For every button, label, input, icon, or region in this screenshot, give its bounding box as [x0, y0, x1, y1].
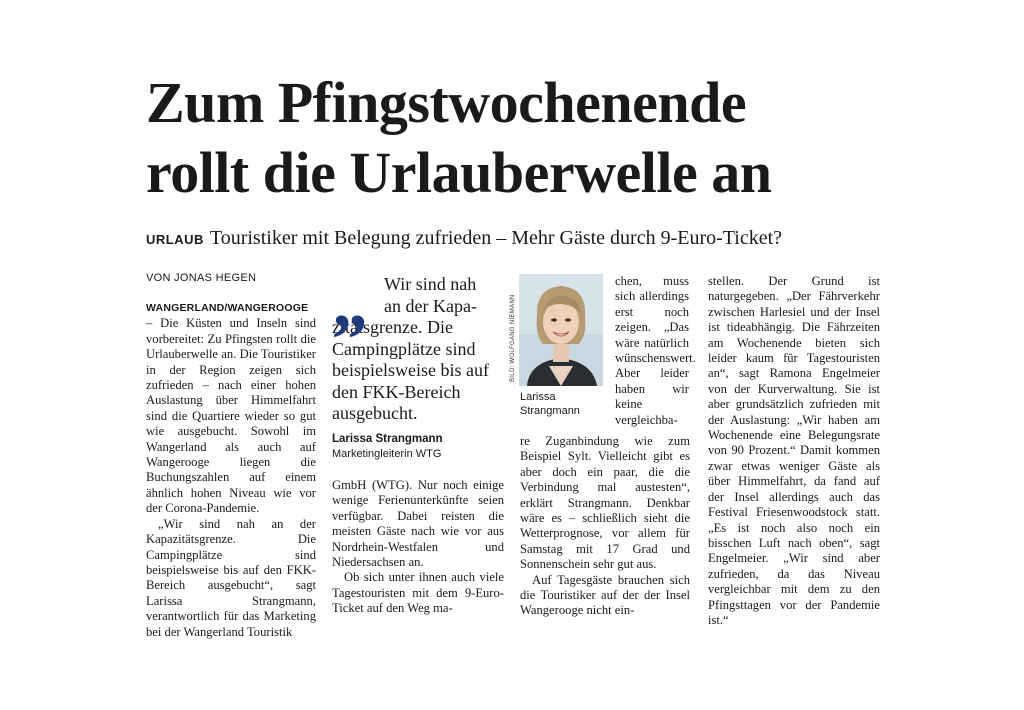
portrait-illustration: [519, 274, 603, 386]
photo-caption: Larissa Strangmann: [520, 391, 580, 417]
quote-mark-icon: „: [332, 262, 368, 342]
dateline: WANGERLAND/WANGEROOGE: [146, 302, 309, 314]
paragraph: chen, muss sich allerdings erst noch zeigen. „Das wäre natürlich wünschenswert. Aber leider haben wir keine vergleichba-: [615, 274, 696, 427]
text-column-3-top: [615, 274, 696, 428]
section-kicker: URLAUB: [146, 232, 204, 247]
paragraph: Ob sich unter ihnen auch viele Tagestouristen mit dem 9-Euro-Ticket auf den Weg ma-: [332, 570, 504, 616]
paragraph: „Wir sind nah an der Kapazitätsgrenze. Die Campingplätze sind beispielsweise bis auf den FKK-Bereich ausgebucht“, sagt Larissa Strangmann, verantwortlich für das Marketing bei der Wangerland Touristik: [146, 516, 316, 639]
article-headline: [146, 68, 946, 208]
pull-quote-rest: zitätsgrenze. Die Campingplätze sind beispielsweise bis auf den FKK-Bereich ausgebucht.: [332, 317, 489, 423]
paragraph: Auf Tagesgäste brauchen sich die Touristiker auf der der Insel Wangerooge nicht ein-: [520, 572, 690, 618]
article-subheadline: [146, 226, 966, 252]
text-column-3: [520, 434, 690, 619]
author-byline: VON JONAS HEGEN: [146, 272, 257, 284]
photo-credit: [508, 274, 518, 386]
pull-quote-line: an der Kapa-: [384, 295, 477, 316]
portrait-photo: [519, 274, 603, 386]
text-column-1: [146, 300, 316, 640]
headline-line-1: Zum Pfingstwochenende: [146, 70, 747, 135]
paragraph: Die Küsten und Inseln sind vorbereitet: Zu Pfingsten rollt die Urlauberwelle an. Die Touristiker in der Region zeigen sich zufrieden – nach einer hohen Auslastung über Himmelfahrt sind die Quartiere wieder so gut wie ausgebucht. Sowohl im Wangerland als auch auf Wangerooge liegen die Buchungszahlen auf einem ähnlich hohen Niveau wie vor der Corona-Pandemie.: [146, 316, 316, 516]
pull-quote-line: Wir sind nah: [384, 274, 477, 294]
text-column-4: [708, 274, 880, 628]
text-column-2: [332, 478, 504, 617]
quote-author-name: Larissa Strangmann: [332, 432, 443, 445]
quote-author-role: Marketingleiterin WTG: [332, 447, 442, 460]
headline-line-2: rollt die Urlauberwelle an: [146, 140, 772, 205]
photo-credit-text: BILD: WOLFGANG NIEMANN: [510, 294, 516, 382]
dateline-dash: –: [146, 316, 161, 331]
paragraph: stellen. Der Grund ist naturgegeben. „Der Fährverkehr zwischen Harlesiel und der Insel ist tideabhängig. Die Fährzeiten am Wochenende bieten sich leider kaum für Tagestouristen an“, sagt Ramona Engelmeier von der Kurverwaltung. Sie ist aber grundsätzlich zufrieden mit der Auslastung: „Wir haben am Wochenende eine Belegungsrate von 90 Prozent.“ Damit kommen zwar etwas weniger Gäste als über Himmelfahrt, da fand auf der Insel allerdings auch das Festival Friesenwoodstock statt. „Es ist noch also noch ein bisschen Luft nach oben“, sagt Engelmeier. „Wir sind aber zufrieden, da das Niveau vergleichbar mit dem zu den Pfingsttagen vor der Pandemie ist.“: [708, 274, 880, 627]
subheadline-text: Touristiker mit Belegung zufrieden – Mehr Gäste durch 9-Euro-Ticket?: [209, 227, 783, 249]
pull-quote: [332, 262, 504, 460]
paragraph: re Zuganbindung wie zum Beispiel Sylt. Vielleicht gibt es aber doch ein paar, die die Verbindung mal austesten“, erklärt Strangmann. Denkbar wäre es – schließlich sieht die Wetterprognose, vor allem für Samstag mit 17 Grad und Sonnenschein sehr gut aus.: [520, 434, 690, 572]
paragraph: GmbH (WTG). Nur noch einige wenige Ferienunterkünfte seien verfügbar. Dabei reisten die meisten Gäste nach wie vor aus Nordrhein-Westfalen und Niedersachsen an.: [332, 478, 504, 570]
